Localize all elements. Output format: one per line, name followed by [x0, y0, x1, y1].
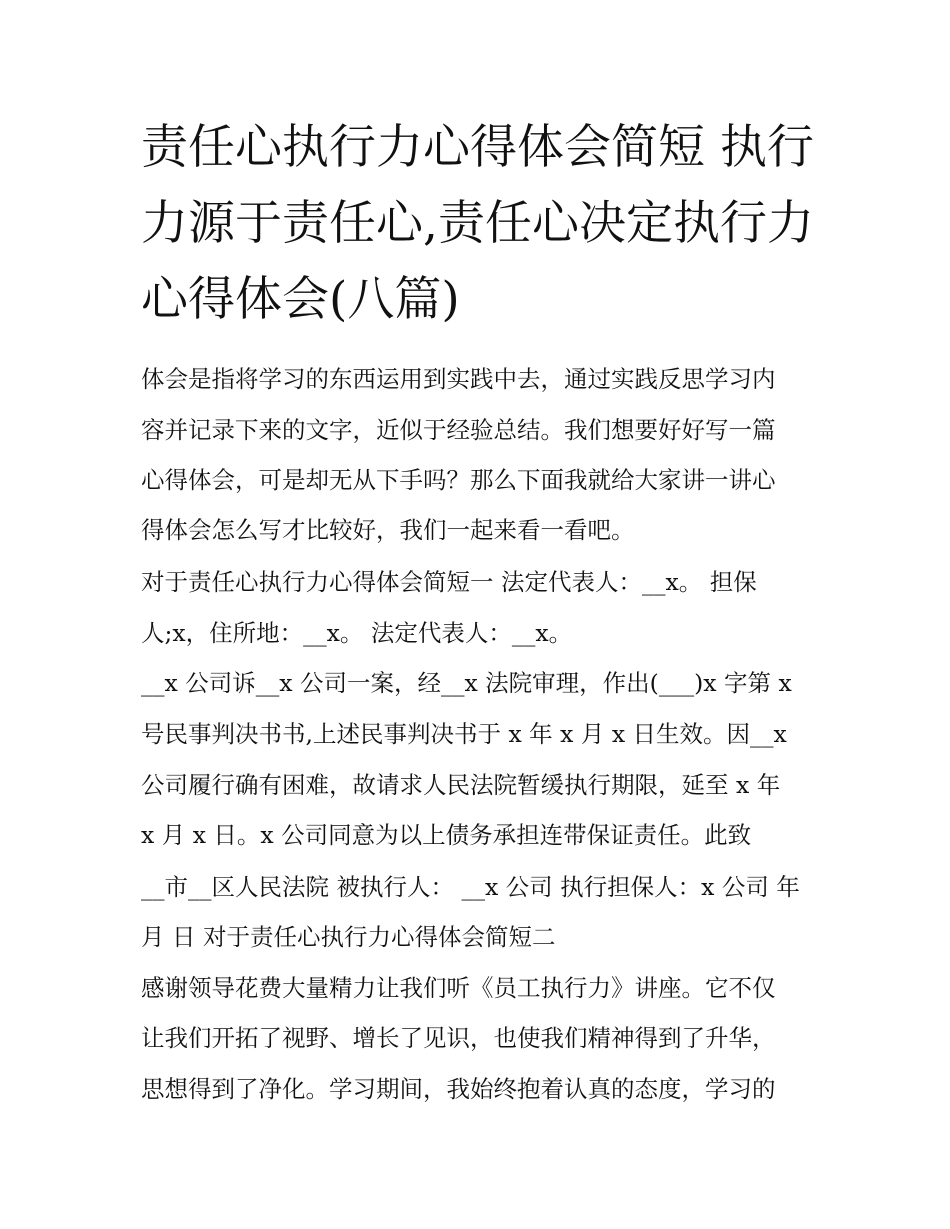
- body-line: 让我们开拓了视野、增长了见识，也使我们精神得到了升华，: [141, 1024, 776, 1052]
- body-line: 号民事判决书书,上述民事判决书于 x 年 x 月 x 日生效。因__x: [141, 720, 787, 748]
- body-line: 月 日 对于责任心执行力心得体会简短二: [141, 923, 556, 951]
- body-line: x 月 x 日。x 公司同意为以上债务承担连带保证责任。此致: [141, 821, 752, 849]
- body-line: 对于责任心执行力心得体会简短一 法定代表人：__x。 担保: [141, 568, 757, 596]
- document-title: 责任心执行力心得体会简短 执行力源于责任心,责任心决定执行力心得体会(八篇): [141, 120, 814, 327]
- body-line: __市__区人民法院 被执行人： __x 公司 执行担保人：x 公司 年: [141, 873, 800, 901]
- body-line: 人;x，住所地：__x。 法定代表人：__x。: [141, 619, 573, 647]
- body-line: 思想得到了净化。学习期间，我始终抱着认真的态度，学习的: [141, 1075, 776, 1103]
- body-line: 体会是指将学习的东西运用到实践中去，通过实践反思学习内: [141, 365, 776, 393]
- body-line: 得体会怎么写才比较好，我们一起来看一看吧。: [141, 516, 635, 544]
- body-line: 感谢领导花费大量精力让我们听《员工执行力》讲座。它不仅: [141, 974, 776, 1002]
- body-line: 公司履行确有困难，故请求人民法院暂缓执行期限，延至 x 年: [141, 771, 781, 799]
- body-line: 容并记录下来的文字，近似于经验总结。我们想要好好写一篇: [141, 416, 776, 444]
- body-line: __x 公司诉__x 公司一案，经__x 法院审理，作出(___)x 字第 x: [141, 669, 792, 697]
- body-line: 心得体会，可是却无从下手吗？那么下面我就给大家讲一讲心: [141, 466, 776, 494]
